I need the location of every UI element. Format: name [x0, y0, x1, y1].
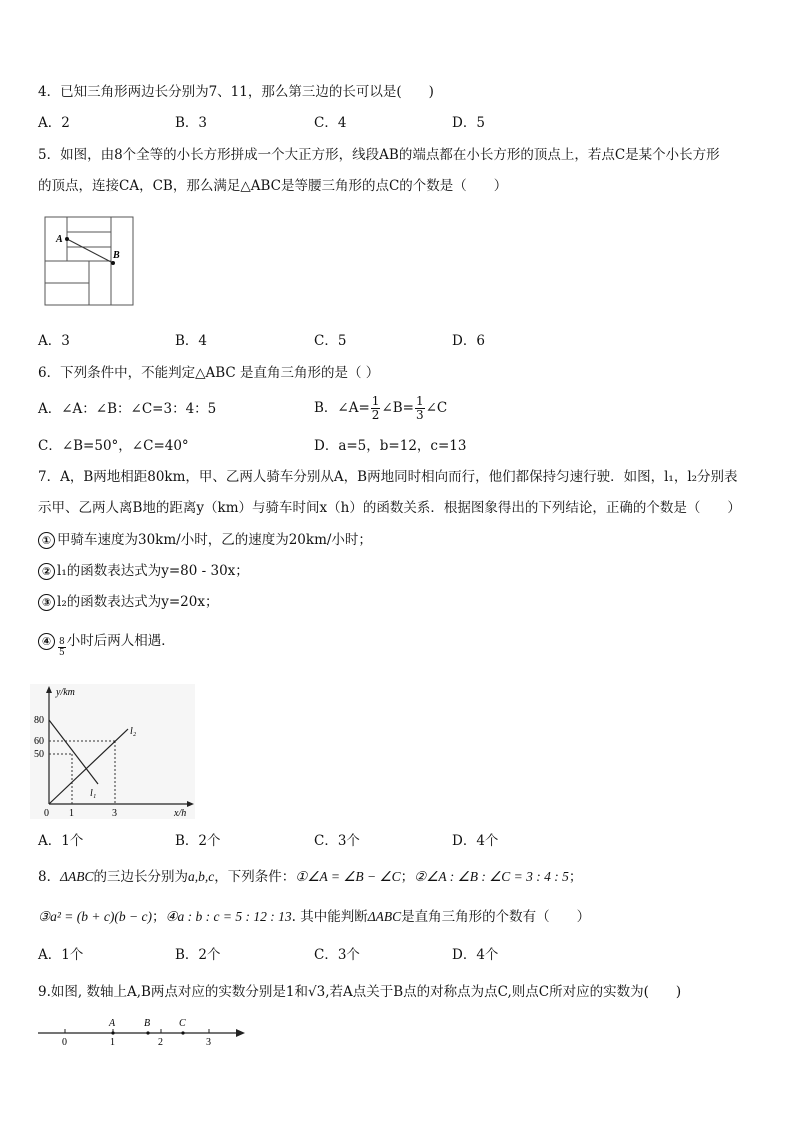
q7-stem-line1: 7．A，B两地相距80km，甲、乙两人骑车分别从A，B两地同时相向而行，他们都保持匀速行驶．如图，l₁，l₂分别表: [38, 469, 738, 485]
q7-l2-label: l₂: [130, 726, 137, 737]
q5-label-a: A: [56, 234, 63, 245]
q8-option-c: C．3个: [314, 947, 360, 963]
q6-option-b-prefix: B．∠A=: [314, 400, 370, 416]
q9-tick-0: 0: [62, 1037, 67, 1048]
q8-condition-2: ②∠A : ∠B : ∠C = 3 : 4 : 5: [414, 869, 569, 884]
q7-y-tick-60: 60: [34, 736, 44, 747]
q7-x-tick-1: 1: [69, 808, 74, 819]
q8-option-d: D．4个: [452, 947, 499, 963]
q8-stem-line1: 8．ΔABC的三边长分别为a,b,c，下列条件：①∠A = ∠B − ∠C；②∠A : ∠B : ∠C = 3 : 4 : 5；: [38, 869, 583, 885]
q7-y-tick-80: 80: [34, 715, 44, 726]
q7-frac-8-5: $\frac{8}{5}$: [59, 637, 65, 658]
q7-x-tick-3: 3: [112, 808, 117, 819]
q7-option-b: B．2个: [175, 833, 221, 849]
q6-option-c: C．∠B=50°，∠C=40°: [38, 438, 189, 454]
q8-condition-1: ①∠A = ∠B − ∠C: [295, 869, 401, 884]
q7-mark-4: ④: [38, 633, 55, 650]
q6-option-b: [314, 388, 447, 428]
q7-option-d: D．4个: [452, 833, 499, 849]
q9-tick-3: 3: [206, 1037, 211, 1048]
q5-stem-line2: 的顶点，连接CA，CB，那么满足△ABC是等腰三角形的点C的个数是（ ）: [38, 178, 508, 194]
q5-option-a: A．3: [38, 333, 70, 349]
q4-option-c: C．4: [314, 115, 347, 131]
q9-point-a: A: [109, 1018, 116, 1029]
q9-point-c: C: [179, 1018, 186, 1029]
q8-condition-3: ③a² = (b + c)(b − c): [38, 909, 152, 924]
q6-frac-half: $\frac{1}{2}$: [371, 394, 380, 422]
q9-tick-1: 1: [110, 1037, 115, 1048]
q4-option-d: D．5: [452, 115, 485, 131]
q7-statement-4: ④ $\frac{8}{5}$ 小时后两人相遇．: [38, 624, 175, 658]
q7-option-c: C．3个: [314, 833, 360, 849]
q6-option-b-mid: ∠B=: [381, 400, 414, 416]
q7-statement-3: ③ l₂的函数表达式为y=20x；: [38, 592, 218, 612]
q7-graph: [30, 684, 200, 824]
q9-stem: 9.如图, 数轴上A,B两点对应的实数分别是1和√3,若A点关于B点的对称点为点C,则点C所对应的实数为( ): [38, 984, 682, 1000]
q7-statement-1: ① 甲骑车速度为30km/小时，乙的速度为20km/小时；: [38, 530, 372, 550]
q6-option-a: A．∠A：∠B：∠C=3：4：5: [38, 401, 217, 417]
q5-option-d: D．6: [452, 333, 485, 349]
q7-stem-line2: 示甲、乙两人离B地的距离y（km）与骑车时间x（h）的函数关系．根据图象得出的下列结论，正确的个数是（ ）: [38, 500, 741, 516]
q6-frac-third: $\frac{1}{3}$: [415, 394, 424, 422]
q8-condition-4: ④a : b : c = 5 : 12 : 13: [165, 909, 292, 924]
q7-mark-1: ①: [38, 532, 55, 549]
q9-tick-2: 2: [158, 1037, 163, 1048]
q7-mark-2: ②: [38, 563, 55, 580]
q7-l1-label: l₁: [90, 788, 97, 799]
q8-option-a: A．1个: [38, 947, 84, 963]
q4-option-a: A．2: [38, 115, 70, 131]
q6-stem: 6．下列条件中，不能判定△ABC 是直角三角形的是（ ）: [38, 365, 380, 381]
q5-stem-line1: 5．如图，由8个全等的小长方形拼成一个大正方形，线段AB的端点都在小长方形的顶点上，若点C是某个小长方形: [38, 147, 720, 163]
q8-stem-line2: ③a² = (b + c)(b − c)；④a : b : c = 5 : 12 : 13. 其中能判断ΔABC是直角三角形的个数有（ ）: [38, 909, 591, 925]
q5-figure: [40, 212, 140, 312]
q7-y-axis-label: y/km: [56, 687, 75, 698]
q5-option-c: C．5: [314, 333, 347, 349]
q6-option-d: D．a=5，b=12，c=13: [314, 438, 467, 454]
q5-label-b: B: [113, 250, 120, 261]
q6-option-b-suffix: ∠C: [425, 400, 448, 416]
q7-option-a: A．1个: [38, 833, 84, 849]
q5-option-b: B．4: [175, 333, 208, 349]
q8-option-b: B．2个: [175, 947, 221, 963]
q4-stem: 4．已知三角形两边长分别为7、11，那么第三边的长可以是( ): [38, 84, 434, 100]
q9-point-b: B: [144, 1018, 151, 1029]
q7-y-tick-50: 50: [34, 749, 44, 760]
q9-number-line: [34, 1013, 249, 1049]
q7-statement-2: ② l₁的函数表达式为y=80 - 30x；: [38, 561, 249, 581]
q4-option-b: B．3: [175, 115, 208, 131]
q7-x-axis-label: x/h: [174, 808, 187, 819]
q7-x-tick-0: 0: [44, 808, 49, 819]
q7-mark-3: ③: [38, 594, 55, 611]
